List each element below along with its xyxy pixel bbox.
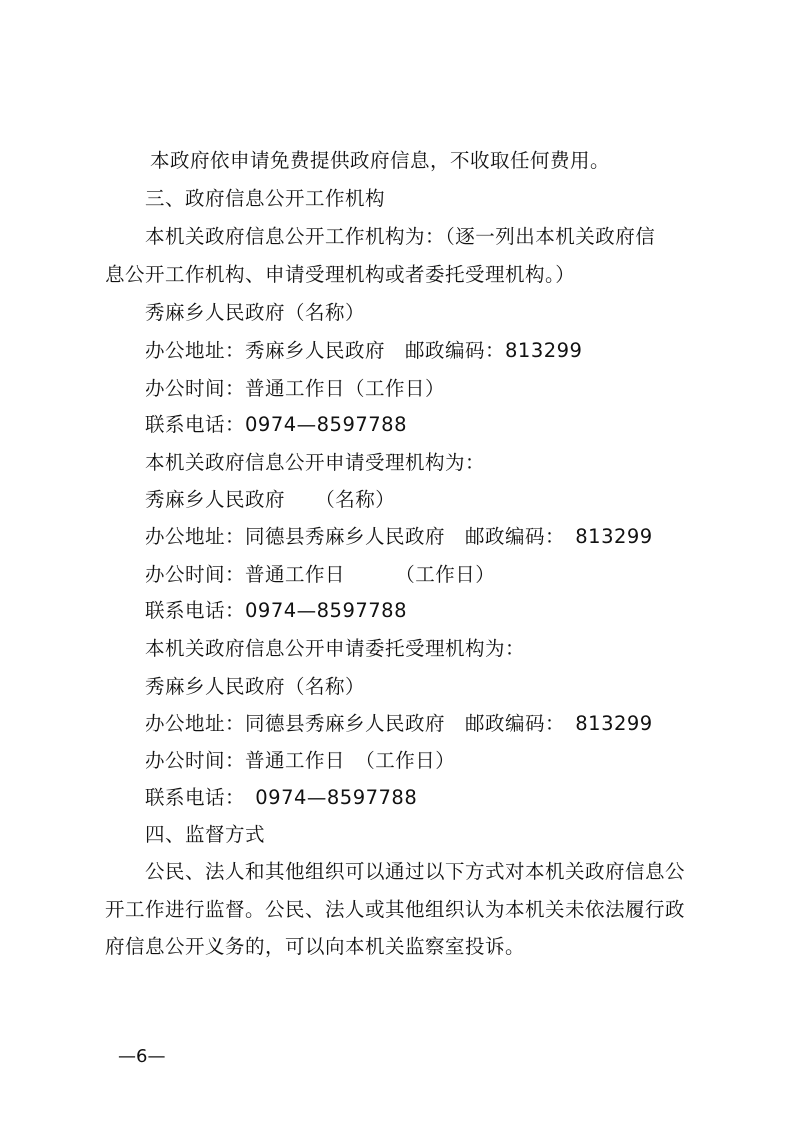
agency-1-address: 办公地址：秀麻乡人民政府 邮政编码：813299 [145,339,583,362]
agency-1-name: 秀麻乡人民政府（名称） [145,301,366,324]
delegated-agency-intro: 本机关政府信息公开申请委托受理机构为： [145,637,526,660]
page-number: —6— [118,1046,166,1067]
agency-3-address: 办公地址：同德县秀麻乡人民政府 邮政编码： 813299 [145,712,653,735]
section-heading-3: 三、政府信息公开工作机构 [145,187,386,210]
agency-3-hours: 办公时间：普通工作日 （工作日） [145,749,456,772]
paragraph-agency-intro-cont: 息公开工作机构、申请受理机构或者委托受理机构。） [105,263,576,286]
paragraph-free-service: 本政府依申请免费提供政府信息，不收取任何费用。 [150,149,611,172]
paragraph-supervision-end: 府信息公开义务的，可以向本机关监察室投诉。 [105,935,526,958]
agency-2-name: 秀麻乡人民政府 （名称） [145,488,396,511]
agency-3-name: 秀麻乡人民政府（名称） [145,675,366,698]
agency-3-phone: 联系电话： 0974—8597788 [145,786,418,809]
agency-1-hours: 办公时间：普通工作日（工作日） [145,377,446,400]
agency-2-hours: 办公时间：普通工作日 （工作日） [145,563,496,586]
intake-agency-intro: 本机关政府信息公开申请受理机构为： [145,451,486,474]
paragraph-supervision: 公民、法人和其他组织可以通过以下方式对本机关政府信息公 [145,860,686,883]
agency-1-phone: 联系电话：0974—8597788 [145,413,407,436]
paragraph-supervision-cont: 开工作进行监督。公民、法人或其他组织认为本机关未依法履行政 [105,898,686,921]
section-heading-4: 四、监督方式 [145,823,266,846]
agency-2-address: 办公地址：同德县秀麻乡人民政府 邮政编码： 813299 [145,525,653,548]
paragraph-agency-intro: 本机关政府信息公开工作机构为：（逐一列出本机关政府信 [145,225,656,248]
agency-2-phone: 联系电话：0974—8597788 [145,599,407,622]
